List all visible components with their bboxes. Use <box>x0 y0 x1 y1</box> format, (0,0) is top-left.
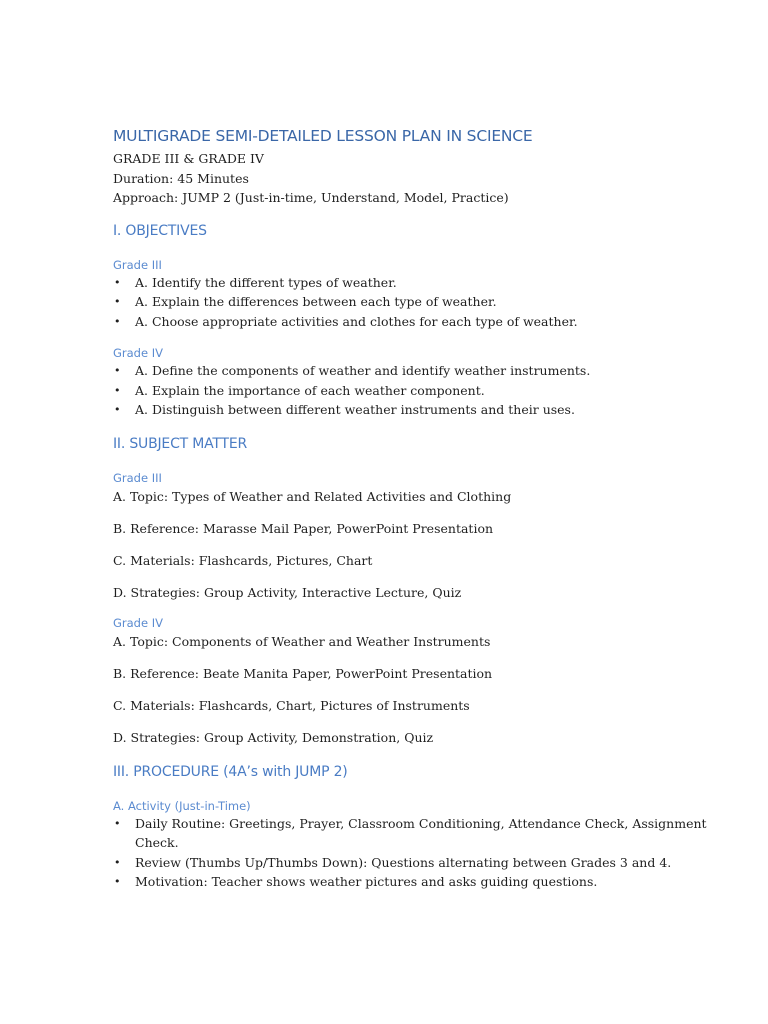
bullet-icon: • <box>114 383 121 397</box>
document-page <box>113 126 713 892</box>
approach-line: Approach: JUMP 2 (Just-in-time, Understand, Model, Practice) <box>113 190 509 205</box>
bullet-icon: • <box>114 364 121 377</box>
subject-grade3-label: Grade III <box>113 470 162 485</box>
subject-grade3-reference: B. Reference: Marasse Mail Paper, PowerPoint Presentation <box>113 520 494 536</box>
document-title: MULTIGRADE SEMI-DETAILED LESSON PLAN IN SCIENCE <box>113 127 533 145</box>
grades-line: GRADE III & GRADE IV <box>113 151 264 166</box>
objectives-grade4-list <box>113 361 713 420</box>
bullet-icon: • <box>114 816 121 830</box>
subject-grade4-topic: A. Topic: Components of Weather and Weather Instruments <box>113 633 491 649</box>
list-item: • A. Distinguish between different weather instruments and their uses. <box>113 400 713 420</box>
bullet-icon: • <box>114 855 121 869</box>
subject-grade4-materials: C. Materials: Flashcards, Chart, Pictures of Instruments <box>113 697 470 713</box>
list-item: • A. Explain the differences between each type of weather. <box>113 292 713 312</box>
subject-matter-heading: II. SUBJECT MATTER <box>113 435 248 452</box>
subject-grade4-strategies: D. Strategies: Group Activity, Demonstration, Quiz <box>113 729 434 745</box>
list-item: • Review (Thumbs Up/Thumbs Down): Questions alternating between Grades 3 and 4. <box>113 853 713 873</box>
bullet-icon: • <box>114 295 121 308</box>
list-item: • A. Define the components of weather and identify weather instruments. <box>113 361 713 381</box>
subject-grade3-topic: A. Topic: Types of Weather and Related Activities and Clothing <box>113 488 512 504</box>
procedure-heading: III. PROCEDURE (4A’s with JUMP 2) <box>113 763 348 780</box>
list-item: • Motivation: Teacher shows weather pictures and asks guiding questions. <box>113 872 713 892</box>
objectives-heading: I. OBJECTIVES <box>113 222 207 239</box>
subject-grade3-strategies: D. Strategies: Group Activity, Interactive Lecture, Quiz <box>113 584 462 600</box>
bullet-icon: • <box>114 875 121 888</box>
procedure-activity-list <box>113 814 713 892</box>
objectives-grade3-label: Grade III <box>113 257 162 272</box>
bullet-icon: • <box>114 314 121 328</box>
subject-grade3-materials: C. Materials: Flashcards, Pictures, Chart <box>113 552 373 568</box>
objectives-grade4-label: Grade IV <box>113 346 163 360</box>
procedure-activity-label: A. Activity (Just-in-Time) <box>113 798 251 813</box>
list-item: • A. Explain the importance of each weather component. <box>113 381 713 401</box>
subject-grade4-reference: B. Reference: Beate Manita Paper, PowerPoint Presentation <box>113 665 493 681</box>
duration-line: Duration: 45 Minutes <box>113 170 249 186</box>
list-item: • Daily Routine: Greetings, Prayer, Classroom Conditioning, Attendance Check, Assignment Check. <box>114 815 707 850</box>
list-item: • A. Choose appropriate activities and clothes for each type of weather. <box>113 312 713 332</box>
bullet-icon: • <box>114 403 121 416</box>
bullet-icon: • <box>114 275 121 289</box>
subject-grade4-label: Grade IV <box>113 615 163 630</box>
list-item: • A. Identify the different types of weather. <box>113 273 713 293</box>
objectives-grade3-list <box>113 273 713 332</box>
